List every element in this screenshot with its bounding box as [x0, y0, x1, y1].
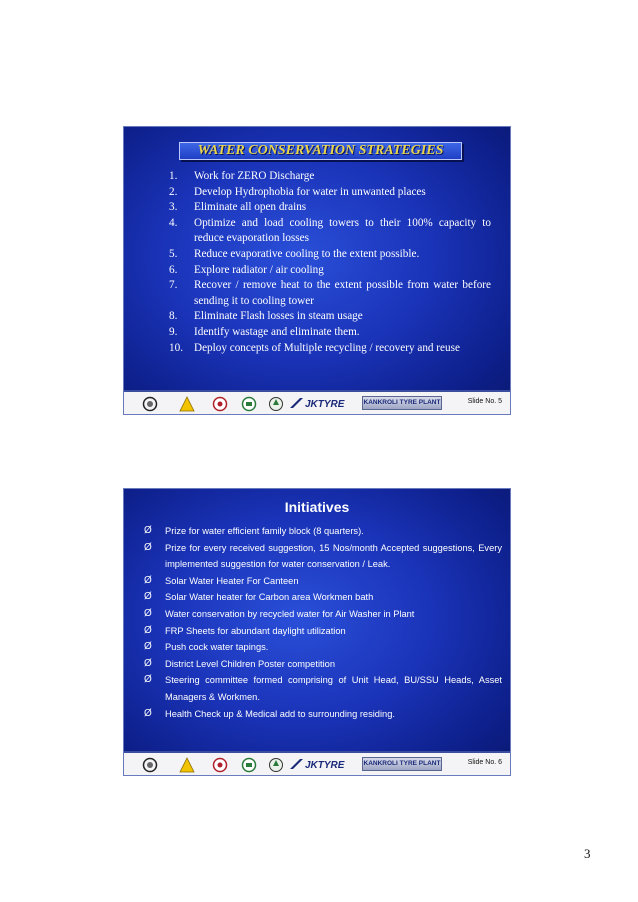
list-item: 4. Optimize and load cooling towers to their 100% capacity to reduce evaporation losses [169, 216, 491, 245]
list-item: 1. Work for ZERO Discharge [169, 170, 315, 182]
page-number: 3 [584, 846, 591, 861]
company-seal-icon [142, 757, 158, 773]
list-item: Ø Water conservation by recycled water for Air Washer in Plant [144, 606, 502, 623]
jk-tyre-logo [288, 757, 358, 773]
list-item: Ø FRP Sheets for abundant daylight utilization [144, 623, 502, 640]
slide-5 [123, 126, 511, 415]
list-item: 10. Deploy concepts of Multiple recycling / recovery and reuse [169, 341, 460, 354]
quality-cert-icon [212, 396, 228, 412]
bullet-icon: Ø [144, 541, 152, 553]
iso-cert-icon [241, 396, 257, 412]
bullet-icon: Ø [144, 641, 152, 653]
initiatives-list [144, 523, 502, 722]
quality-cert-icon [212, 757, 228, 773]
list-item: 5. Reduce evaporative cooling to the extent possible. [169, 247, 420, 260]
slide-number: Slide No. 5 [467, 398, 502, 405]
iso-cert-icon [241, 757, 257, 773]
plant-badge: KANKROLI TYRE PLANT [362, 396, 442, 410]
company-seal-icon [142, 396, 158, 412]
list-item: Ø Push cock water tapings. [144, 639, 502, 656]
bullet-icon: Ø [144, 607, 152, 619]
bullet-icon: Ø [144, 657, 152, 669]
svg-text:JKTYRE: JKTYRE [305, 399, 345, 410]
bullet-icon: Ø [144, 707, 152, 719]
env-cert-icon [268, 396, 284, 412]
list-item: Ø District Level Children Poster competition [144, 656, 502, 673]
svg-text:JKTYRE: JKTYRE [305, 760, 345, 771]
list-item: 2. Develop Hydrophobia for water in unwanted places [169, 185, 426, 198]
slide-footer [124, 751, 510, 775]
slide-title: WATER CONSERVATION STRATEGIES [179, 142, 462, 160]
list-item: Ø Prize for every received suggestion, 15 Nos/month Accepted suggestions, Every implemented suggestion for water conservation / Leak. [144, 541, 502, 570]
list-item: 7. Recover / remove heat to the extent possible from water before sending it to cooling tower [169, 279, 491, 307]
strategies-list [169, 169, 491, 356]
list-item: 3. Eliminate all open drains [169, 201, 307, 214]
list-item: Ø Prize for water efficient family block (8 quarters). [144, 523, 502, 540]
bullet-icon: Ø [144, 624, 152, 636]
slide-6 [123, 488, 511, 776]
list-item: 6. Explore radiator / air cooling [169, 263, 324, 276]
bullet-icon: Ø [144, 674, 152, 686]
env-cert-icon [268, 757, 284, 773]
list-item: Ø Solar Water heater for Carbon area Workmen bath [144, 589, 502, 606]
plant-badge: KANKROLI TYRE PLANT [362, 757, 442, 771]
list-item: Ø Health Check up & Medical add to surrounding residing. [144, 706, 502, 723]
warning-triangle-icon [179, 757, 195, 773]
slide-title: Initiatives [284, 499, 350, 515]
list-item: Ø Steering committee formed comprising of Unit Head, BU/SSU Heads, Asset Managers & Workmen. [144, 674, 502, 702]
list-item: 8. Eliminate Flash losses in steam usage [169, 310, 363, 323]
jk-tyre-logo [288, 396, 358, 412]
list-item: Ø Solar Water Heater For Canteen [144, 573, 502, 590]
slide-number: Slide No. 6 [467, 759, 502, 766]
bullet-icon: Ø [144, 591, 152, 603]
warning-triangle-icon [179, 396, 195, 412]
list-item: 9. Identify wastage and eliminate them. [169, 325, 360, 338]
bullet-icon: Ø [144, 525, 152, 536]
bullet-icon: Ø [144, 574, 152, 586]
slide-footer [124, 390, 510, 414]
